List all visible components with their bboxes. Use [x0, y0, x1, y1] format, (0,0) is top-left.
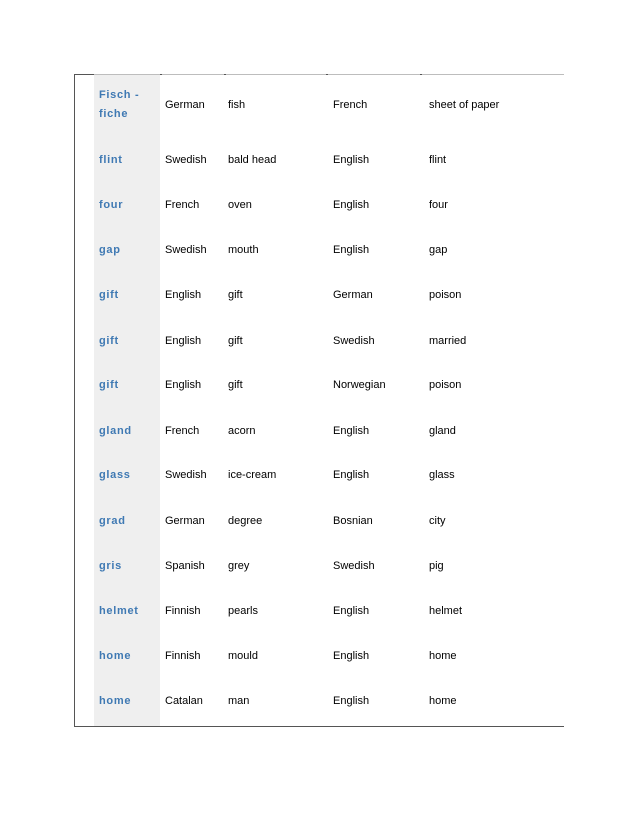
meaning-1-cell: gift	[228, 378, 243, 391]
table-row	[94, 543, 564, 588]
table-row	[94, 362, 564, 407]
column-rule	[422, 74, 564, 75]
word-cell: gap	[99, 243, 121, 256]
meaning-1-cell: acorn	[228, 424, 256, 437]
language-1-cell: Swedish	[165, 243, 207, 256]
language-1-cell: Finnish	[165, 604, 201, 617]
meaning-2-cell: home	[429, 694, 457, 707]
language-2-cell: Norwegian	[333, 378, 386, 391]
language-2-cell: Swedish	[333, 334, 375, 347]
word-cell: gift	[99, 288, 119, 301]
meaning-2-cell: poison	[429, 378, 462, 391]
meaning-1-cell: ice-cream	[228, 468, 277, 481]
language-1-cell: Swedish	[165, 153, 207, 166]
language-1-cell: Finnish	[165, 649, 201, 662]
word-cell: glass	[99, 468, 131, 481]
table-row	[94, 272, 564, 317]
language-2-cell: English	[333, 604, 370, 617]
column-rule	[226, 74, 326, 75]
language-1-cell: English	[165, 334, 202, 347]
word-cell: Fisch - fiche	[99, 89, 140, 120]
language-1-cell: French	[165, 198, 200, 211]
language-2-cell: Swedish	[333, 559, 375, 572]
language-2-cell: English	[333, 424, 370, 437]
language-2-cell: English	[333, 153, 370, 166]
language-2-cell: English	[333, 468, 370, 481]
word-cell: gland	[99, 424, 132, 437]
language-2-cell: English	[333, 649, 370, 662]
word-cell: home	[99, 694, 132, 707]
word-cell: gris	[99, 559, 122, 572]
table-row	[94, 678, 564, 723]
table-row	[94, 182, 564, 227]
word-cell: home	[99, 649, 132, 662]
table-row	[94, 408, 564, 453]
meaning-2-cell: poison	[429, 288, 462, 301]
meaning-2-cell: gland	[429, 424, 456, 437]
column-rule	[94, 74, 160, 75]
table-row	[94, 227, 564, 272]
language-2-cell: English	[333, 694, 370, 707]
meaning-1-cell: fish	[228, 99, 246, 111]
language-1-cell: Catalan	[165, 694, 203, 707]
table-row	[94, 79, 564, 131]
language-1-cell: Swedish	[165, 468, 207, 481]
meaning-1-cell: mouth	[228, 243, 259, 256]
language-1-cell: German	[165, 99, 205, 111]
language-1-cell: English	[165, 288, 202, 301]
word-cell: gift	[99, 378, 119, 391]
word-cell: helmet	[99, 604, 139, 617]
meaning-2-cell: helmet	[429, 604, 463, 617]
meaning-2-cell: gap	[429, 243, 448, 256]
column-rule	[328, 74, 420, 75]
meaning-1-cell: gift	[228, 334, 243, 347]
language-2-cell: English	[333, 198, 370, 211]
language-1-cell: German	[165, 514, 205, 527]
meaning-1-cell: pearls	[228, 604, 258, 617]
meaning-1-cell: degree	[228, 514, 263, 527]
table-row	[94, 318, 564, 363]
language-2-cell: German	[333, 288, 373, 301]
word-cell: gift	[99, 334, 119, 347]
meaning-2-cell: home	[429, 649, 457, 662]
language-1-cell: Spanish	[165, 559, 205, 572]
meaning-1-cell: man	[228, 694, 250, 707]
meaning-2-cell: city	[429, 514, 446, 527]
table-row	[94, 137, 564, 182]
word-cell: four	[99, 198, 124, 211]
language-1-cell: French	[165, 424, 200, 437]
table-row	[94, 452, 564, 497]
meaning-2-cell: sheet of paper	[429, 99, 500, 111]
meaning-1-cell: gift	[228, 288, 243, 301]
meaning-2-cell: pig	[429, 559, 444, 572]
word-cell: flint	[99, 153, 123, 166]
meaning-1-cell: oven	[228, 198, 252, 211]
word-cell: grad	[99, 514, 126, 527]
language-2-cell: French	[333, 99, 368, 111]
meaning-2-cell: flint	[429, 153, 447, 166]
language-1-cell: English	[165, 378, 202, 391]
meaning-2-cell: married	[429, 334, 467, 347]
meaning-2-cell: four	[429, 198, 448, 211]
table-row	[94, 588, 564, 633]
meaning-1-cell: bald head	[228, 153, 277, 166]
language-2-cell: Bosnian	[333, 514, 373, 527]
meaning-1-cell: mould	[228, 649, 258, 662]
meaning-1-cell: grey	[228, 559, 250, 572]
meaning-2-cell: glass	[429, 468, 455, 481]
column-rule	[162, 74, 224, 75]
language-2-cell: English	[333, 243, 370, 256]
table-row	[94, 633, 564, 678]
table-row	[94, 498, 564, 543]
